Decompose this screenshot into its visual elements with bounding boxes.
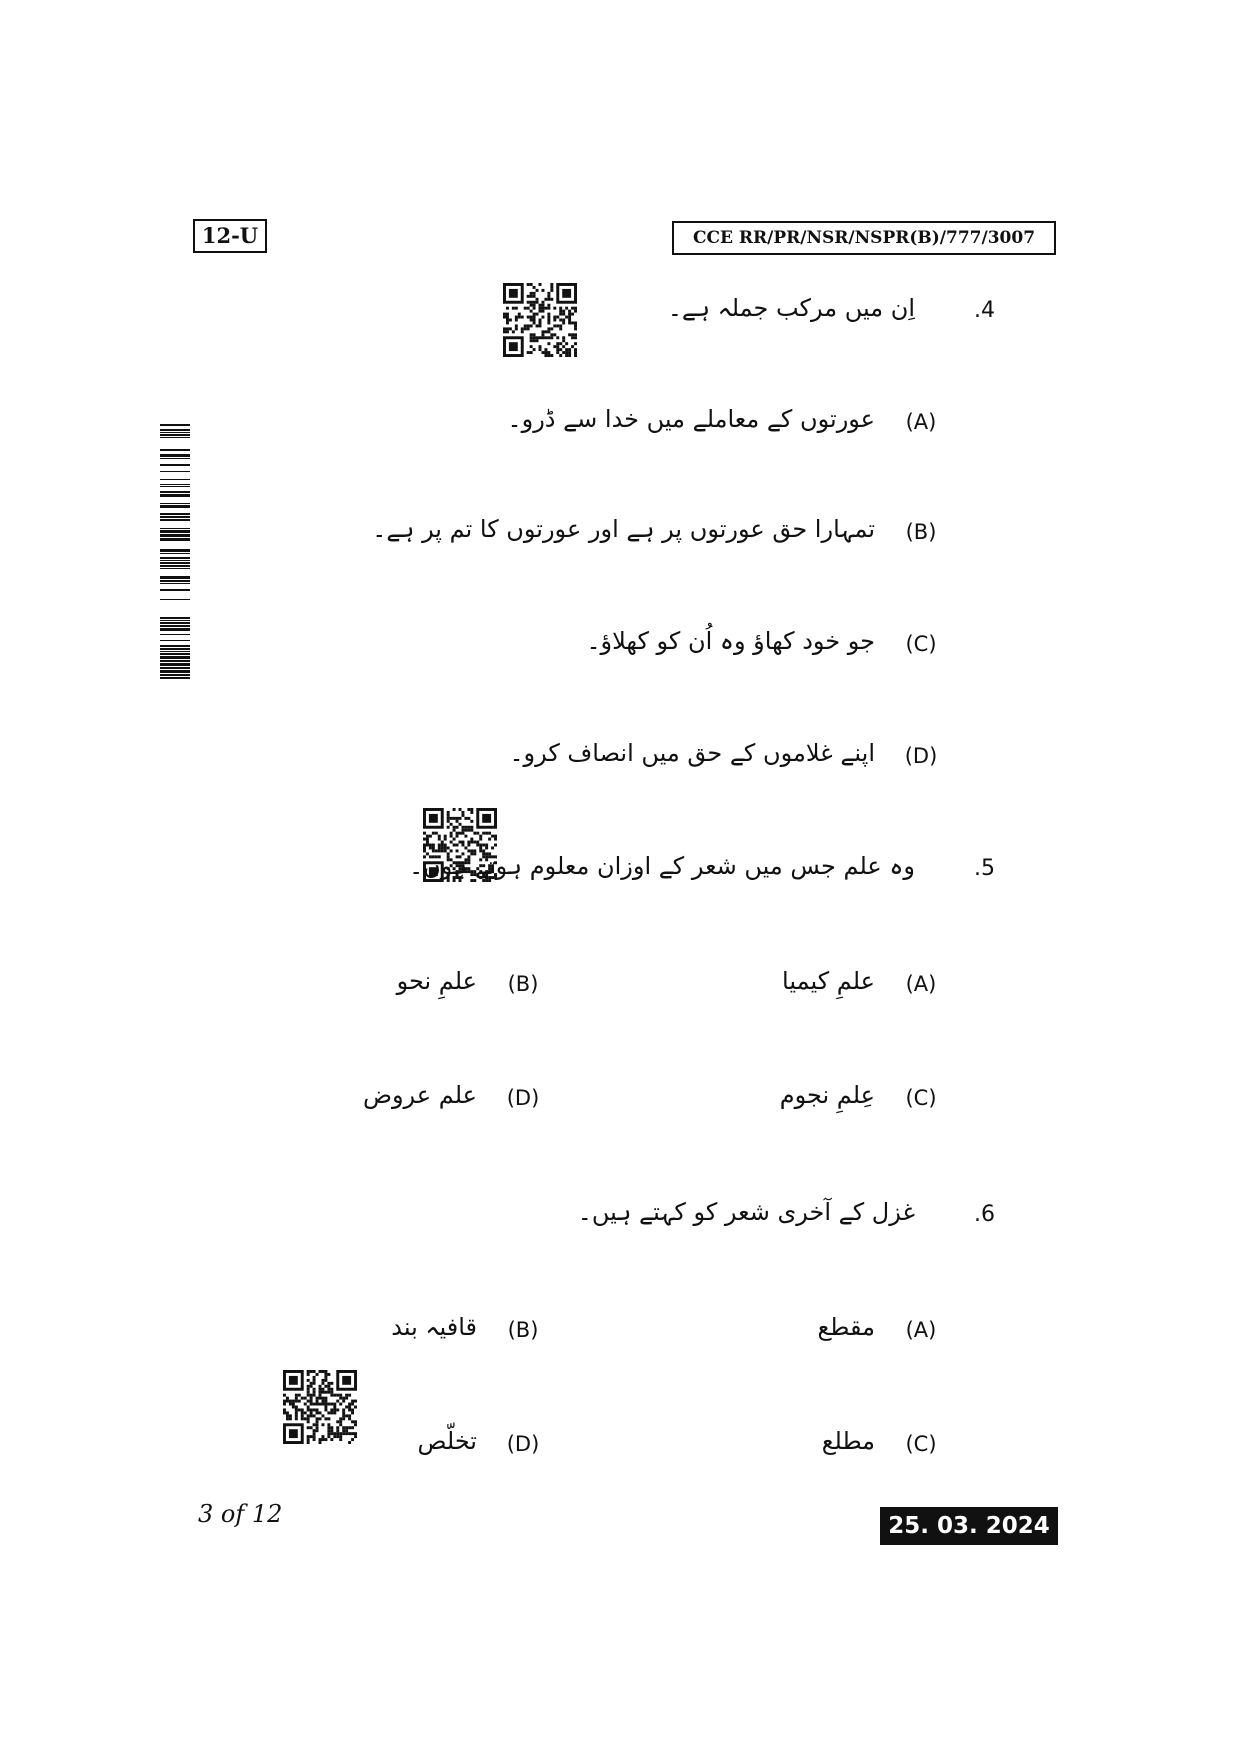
paper-code-box: CCE RR/PR/NSR/NSPR(B)/777/3007 <box>672 221 1056 255</box>
option-text: علم عروض <box>362 1081 477 1109</box>
option-text: جو خود کھاؤ وہ اُن کو کھلاؤ۔ <box>586 627 875 655</box>
option-label: (C) <box>905 1086 937 1110</box>
qr-code-icon <box>283 1370 357 1444</box>
question-number: .4 <box>974 298 995 323</box>
option-label: (A) <box>905 972 937 996</box>
option-label: (B) <box>507 972 539 996</box>
option-text: مقطع <box>817 1313 875 1341</box>
option-label: (D) <box>506 1432 540 1456</box>
option-label: (B) <box>905 520 937 544</box>
question-text: وہ علم جس میں شعر کے اوزان معلوم ہوتے ہوں۔ <box>409 852 915 880</box>
option-label: (D) <box>904 744 938 768</box>
option-label: (B) <box>507 1318 539 1342</box>
option-text: علمِ کیمیا <box>782 967 875 995</box>
question-text: غزل کے آخری شعر کو کہتے ہیں۔ <box>577 1198 915 1226</box>
option-label: (D) <box>506 1086 540 1110</box>
option-text: اپنے غلاموں کے حق میں انصاف کرو۔ <box>509 739 875 767</box>
option-label: (C) <box>905 1432 937 1456</box>
question-number: .6 <box>974 1202 995 1227</box>
option-text: عورتوں کے معاملے میں خدا سے ڈرو۔ <box>507 405 875 433</box>
question-number: .5 <box>974 856 995 881</box>
subject-code-box: 12-U <box>193 219 267 253</box>
option-text: تخلّص <box>417 1427 477 1455</box>
question-text: اِن میں مرکب جملہ ہے۔ <box>667 294 915 322</box>
exam-date-badge: 25. 03. 2024 <box>880 1507 1058 1545</box>
qr-code-icon <box>503 283 577 357</box>
option-text: علمِ نحو <box>396 967 477 995</box>
option-text: عِلمِ نجوم <box>779 1081 875 1109</box>
option-text: مطلع <box>821 1427 875 1455</box>
option-label: (A) <box>905 410 937 434</box>
option-label: (C) <box>905 632 937 656</box>
option-text: قافیہ بند <box>391 1313 477 1341</box>
option-text: تمہارا حق عورتوں پر ہے اور عورتوں کا تم پر ہے۔ <box>372 515 875 543</box>
barcode-icon <box>160 424 190 680</box>
option-label: (A) <box>905 1318 937 1342</box>
page-number: 3 of 12 <box>198 1500 283 1528</box>
